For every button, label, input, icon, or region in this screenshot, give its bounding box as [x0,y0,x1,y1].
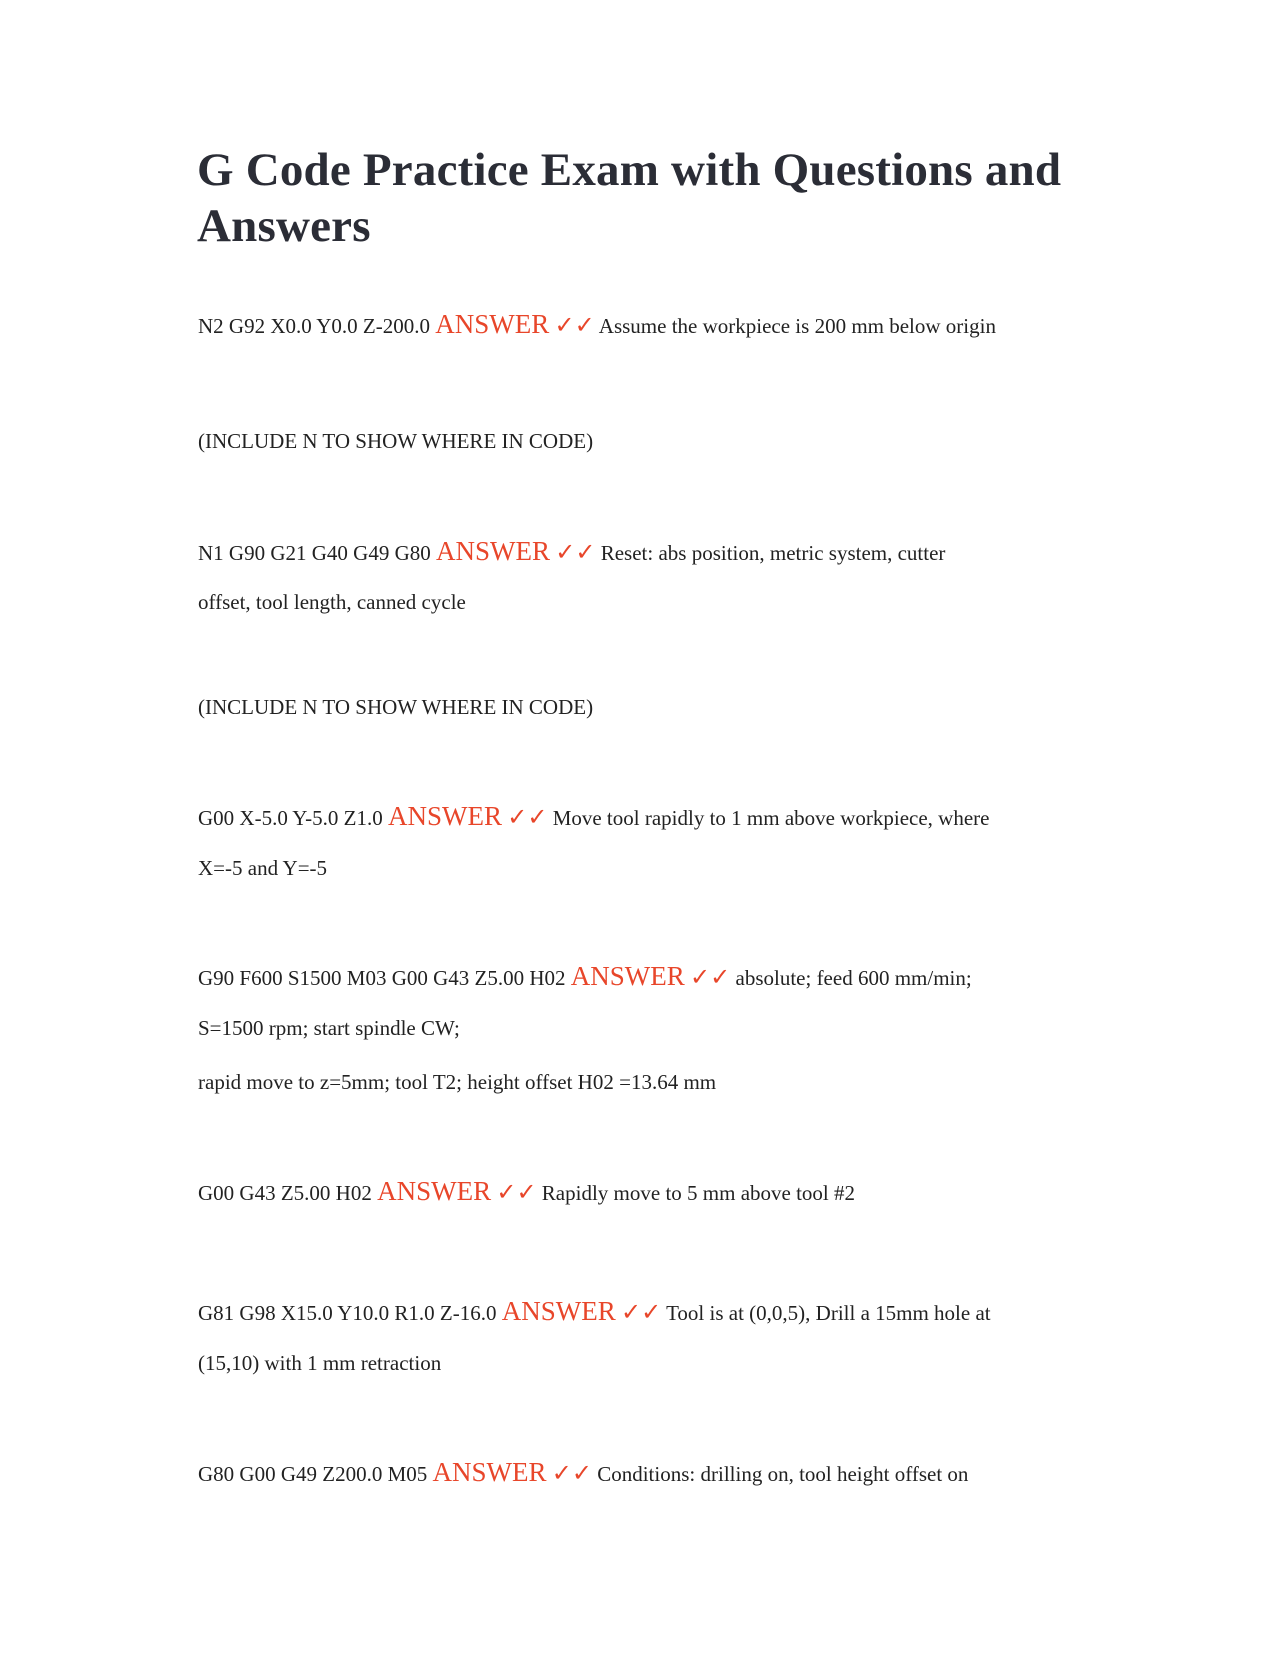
double-check-icon: ✓✓ [496,1180,537,1206]
answer-text: absolute; feed 600 mm/min; [735,966,972,990]
double-check-icon: ✓✓ [555,540,596,566]
title-line-2: Answers [197,200,371,252]
answer-label: ANSWER [436,536,550,566]
qa-item [198,1177,855,1207]
qa-item [198,802,989,832]
question-code: G00 X-5.0 Y-5.0 Z1.0 [198,806,383,830]
answer-text-continued: offset, tool length, canned cycle [198,590,466,614]
qa-item [198,537,945,567]
answer-text: Assume the workpiece is 200 mm below origin [598,314,996,338]
answer-label: ANSWER [387,801,502,831]
double-check-icon: ✓✓ [554,313,595,339]
double-check-icon: ✓✓ [551,1461,592,1487]
answer-label: ANSWER [432,1457,547,1487]
page-title [197,142,1097,254]
note-text: (INCLUDE N TO SHOW WHERE IN CODE) [198,695,594,719]
answer-text: Reset: abs position, metric system, cutter [600,541,946,565]
title-line-1: G Code Practice Exam with Questions and [197,144,1062,196]
answer-text: Tool is at (0,0,5), Drill a 15mm hole at [666,1301,991,1325]
answer-text-continued: S=1500 rpm; start spindle CW; [198,1016,460,1040]
answer-text: Conditions: drilling on, tool height offset on [597,1462,969,1486]
qa-item [198,310,996,340]
question-code: N2 G92 X0.0 Y0.0 Z-200.0 [198,314,430,338]
answer-text-continued: X=-5 and Y=-5 [198,856,328,880]
qa-item [198,962,972,992]
question-code: N1 G90 G21 G40 G49 G80 [198,541,431,565]
double-check-icon: ✓✓ [507,805,548,831]
double-check-icon: ✓✓ [620,1300,662,1326]
answer-text-continued: (15,10) with 1 mm retraction [198,1351,442,1375]
answer-label: ANSWER [501,1296,616,1326]
question-code: G81 G98 X15.0 Y10.0 R1.0 Z-16.0 [198,1301,497,1325]
answer-text-continued: rapid move to z=5mm; tool T2; height offset H02 =13.64 mm [198,1070,717,1094]
question-code: G80 G00 G49 Z200.0 M05 [198,1462,428,1486]
answer-text: Rapidly move to 5 mm above tool #2 [541,1181,856,1205]
question-code: G90 F600 S1500 M03 G00 G43 Z5.00 H02 [198,966,566,990]
qa-item [198,1297,991,1327]
answer-text: Move tool rapidly to 1 mm above workpiece, where [552,806,990,830]
double-check-icon: ✓✓ [690,965,731,991]
qa-item [198,1458,968,1488]
question-code: G00 G43 Z5.00 H02 [198,1181,372,1205]
answer-label: ANSWER [570,961,685,991]
answer-label: ANSWER [435,309,550,339]
note-text: (INCLUDE N TO SHOW WHERE IN CODE) [198,429,594,453]
answer-label: ANSWER [377,1176,492,1206]
